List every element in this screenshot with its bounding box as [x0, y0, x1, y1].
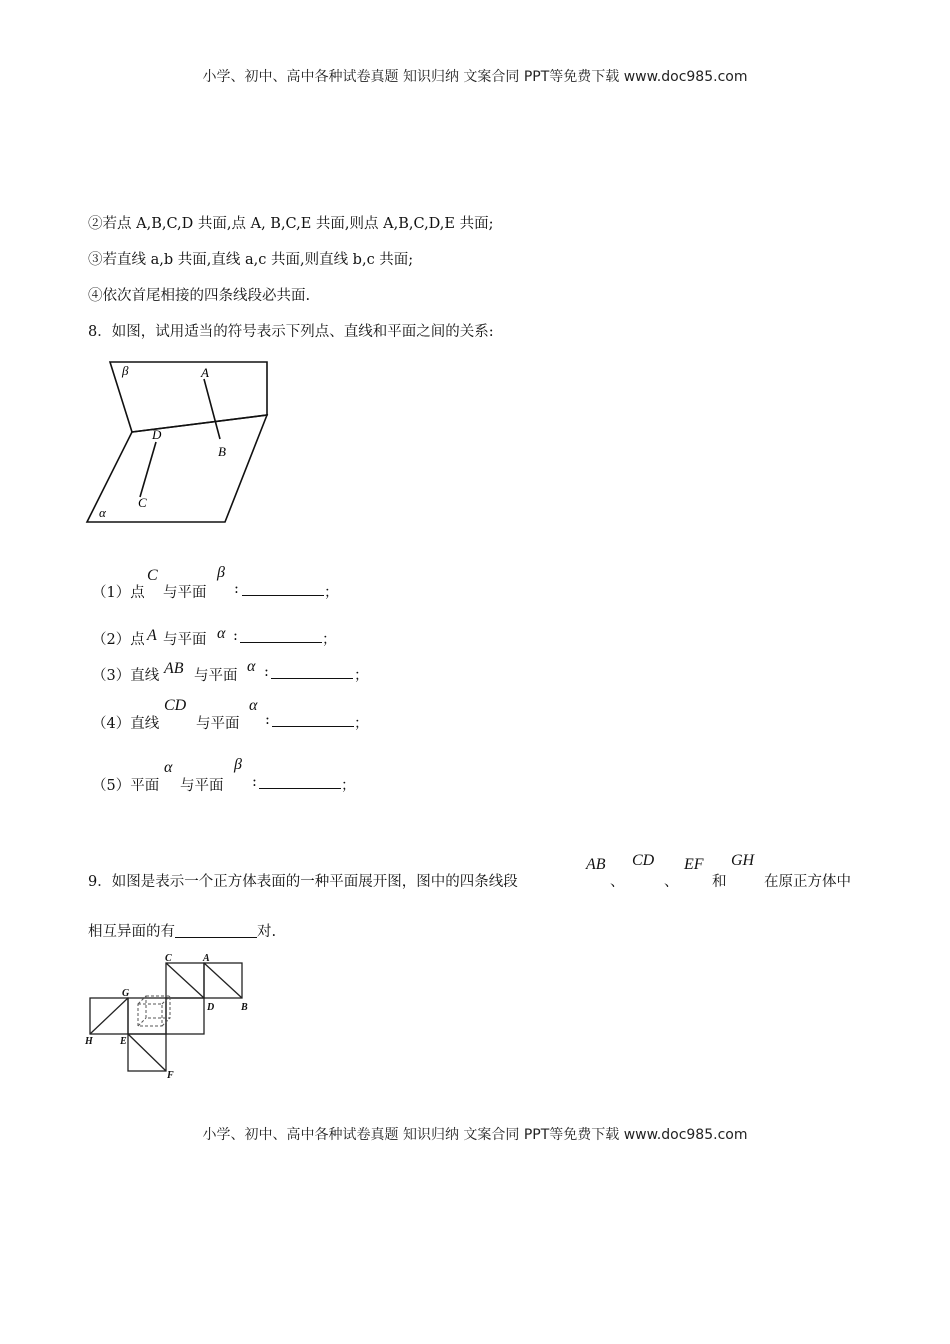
question-8-stem: 8．如图，试用适当的符号表示下列点、直线和平面之间的关系: — [88, 324, 494, 340]
segment-AB — [204, 379, 220, 439]
header-banner: 小学、初中、高中各种试卷真题 知识归纳 文案合同 PPT等免费下载 www.doc985.com — [202, 69, 748, 85]
statement-2: ②若点 A,B,C,D 共面,点 A, B,C,E 共面,则点 A,B,C,D,E 共面; — [88, 216, 494, 232]
net-label-A: A — [203, 953, 210, 964]
label-A: A — [201, 365, 209, 380]
net-square-right — [166, 998, 204, 1034]
net-label-H: H — [85, 1036, 93, 1047]
net-label-F: F — [167, 1070, 174, 1080]
segment-EF-net — [128, 1034, 166, 1071]
segment-CD — [140, 442, 156, 497]
net-square-mid — [128, 998, 166, 1034]
net-label-E: E — [120, 1036, 127, 1047]
segment-GH-net — [90, 998, 128, 1034]
answer-blank-q9[interactable] — [175, 923, 257, 938]
net-label-B: B — [241, 1002, 248, 1013]
statement-3: ③若直线 a,b 共面,直线 a,c 共面,则直线 b,c 共面; — [88, 252, 414, 268]
answer-blank-3[interactable] — [271, 664, 353, 679]
statement-4: ④依次首尾相接的四条线段必共面. — [88, 288, 311, 304]
net-label-D: D — [207, 1002, 215, 1013]
plane-beta — [110, 362, 267, 432]
net-label-G: G — [122, 988, 130, 999]
segment-CD-net — [166, 963, 204, 998]
answer-blank-4[interactable] — [272, 712, 354, 727]
label-B: B — [218, 444, 226, 459]
label-beta: β — [122, 363, 129, 378]
answer-blank-5[interactable] — [259, 774, 341, 789]
cube-net-figure — [82, 950, 262, 1080]
label-alpha: α — [99, 505, 106, 520]
segment-AB-net — [204, 963, 242, 998]
plane-alpha — [87, 415, 267, 522]
question-9-line-2: 相互异面的有 对. — [88, 924, 277, 940]
footer-banner: 小学、初中、高中各种试卷真题 知识归纳 文案合同 PPT等免费下载 www.doc985.com — [202, 1127, 748, 1143]
label-D: D — [152, 427, 162, 442]
question-9-stem: 9．如图是表示一个正方体表面的一种平面展开图，图中的四条线段 AB 、 CD 、 EF 和 GH 在原正方体中 — [88, 852, 851, 890]
label-C: C — [138, 495, 147, 510]
planes-figure — [80, 355, 280, 530]
dashed-cube — [138, 996, 170, 1026]
answer-blank-1[interactable] — [242, 581, 324, 596]
net-label-C: C — [165, 953, 172, 964]
answer-blank-2[interactable] — [240, 628, 322, 643]
